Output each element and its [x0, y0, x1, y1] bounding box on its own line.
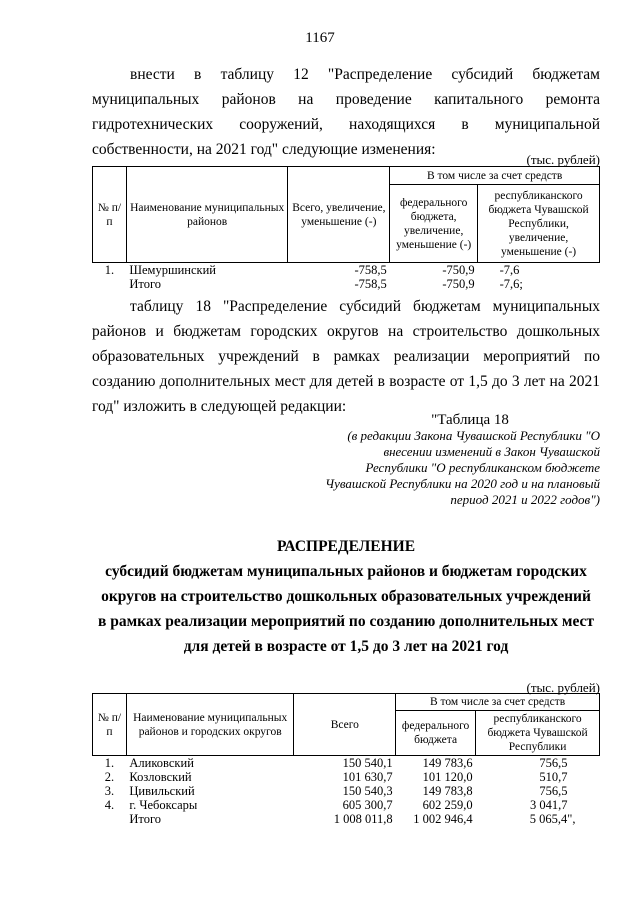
table-row [93, 784, 600, 798]
table-row [93, 277, 600, 291]
table2-cell-republic: 5 065,4", [529, 812, 576, 826]
table1-cell-name: Итого [129, 277, 162, 291]
table2-cell-federal: 602 259,0 [422, 798, 473, 812]
table-row [93, 263, 600, 278]
distribution-title: РАСПРЕДЕЛЕНИЕ [276, 538, 416, 555]
page-number: 1167 [305, 30, 335, 46]
table2-cell-num: 4. [104, 798, 115, 812]
table2 [92, 693, 600, 826]
table2-cell-num: 2. [104, 770, 115, 784]
table2-cell-name: Аликовский [129, 756, 194, 770]
table2-cell-total: 150 540,3 [342, 784, 393, 798]
table1-cell-total: -758,5 [354, 277, 387, 291]
table1-cell-federal: -750,9 [442, 263, 475, 277]
table1-cell-republic: -7,6; [499, 277, 523, 291]
distribution-subtitle-line: субсидий бюджетам муниципальных районов и бюджетам городских [105, 563, 587, 580]
table1-header-republic: республиканского бюджета Чувашской Республики, увеличение, уменьшение (-) [478, 185, 600, 263]
distribution-subtitle-line: в рамках реализации мероприятий по созданию дополнительных мест [97, 613, 595, 630]
table1-header-total: Всего, увеличение, уменьшение (-) [288, 167, 390, 263]
table2-cell-total: 150 540,1 [342, 756, 393, 770]
table1-cell-federal: -750,9 [442, 277, 475, 291]
table2-cell-federal: 101 120,0 [422, 770, 473, 784]
distribution-subtitle-line: для детей в возрасте от 1,5 до 3 лет на 2021 год [183, 638, 509, 655]
table1-cell-num: 1. [104, 263, 115, 277]
table1-header-name: Наименование муниципальных районов [126, 167, 288, 263]
table2-header-num: № п/п [93, 694, 127, 756]
second-paragraph: таблицу 18 "Распределение субсидий бюджетам муниципальных районов и бюджетам городских округов на строительство дошкольных образовательных учреждений в рамках реализации мероприятий по созданию дополнительных мест для детей в возрасте от 1,5 до 3 лет на 2021 год" изложить в следующей редакции: [92, 298, 600, 415]
table2-cell-name: г. Чебоксары [129, 798, 198, 812]
table2-cell-name: Цивильский [129, 784, 195, 798]
table2-cell-num: 3. [104, 784, 115, 798]
distribution-subtitle-line: округов на строительство дошкольных образовательных учреждений [101, 588, 591, 605]
table2-cell-name: Итого [129, 812, 162, 826]
table2-header-federal: федерального бюджета [396, 711, 476, 756]
table-row [93, 798, 600, 812]
table2-header-group: В том числе за счет средств [396, 694, 600, 711]
table2-cell-num: 1. [104, 756, 115, 770]
table2-cell-republic: 756,5 [539, 784, 568, 798]
table1-header-group: В том числе за счет средств [390, 167, 600, 185]
table2-cell-name: Козловский [129, 770, 192, 784]
table1-header-federal: федерального бюджета, увеличение, уменьшение (-) [390, 185, 478, 263]
table2-unit: (тыс. рублей) [526, 680, 600, 695]
table-row [93, 812, 600, 826]
table1-cell-num [93, 277, 127, 291]
table1-cell-total: -758,5 [354, 263, 387, 277]
table2-cell-federal: 1 002 946,4 [413, 812, 473, 826]
table-row [93, 770, 600, 784]
table2-cell-republic: 756,5 [539, 756, 568, 770]
table-note: (в редакции Закона Чувашской Республики "О внесении изменений в Закон Чувашской Республики "О республиканском бюджете Чувашской Республики на 2020 год и на плановый период 2021 и 2022 годов") [325, 428, 600, 507]
table-label: "Таблица 18 [431, 412, 509, 428]
table-row [93, 756, 600, 771]
table1-header-num: № п/п [93, 167, 127, 263]
table2-cell-republic: 510,7 [539, 770, 568, 784]
table2-cell-total: 605 300,7 [342, 798, 393, 812]
table2-cell-republic: 3 041,7 [530, 798, 568, 812]
table2-cell-num [93, 812, 127, 826]
table2-cell-total: 1 008 011,8 [333, 812, 393, 826]
table1-cell-republic: -7,6 [499, 263, 520, 277]
table2-header-republic: республиканского бюджета Чувашской Республики [476, 711, 600, 756]
table1-unit: (тыс. рублей) [526, 152, 600, 167]
intro-paragraph: внести в таблицу 12 "Распределение субсидий бюджетам муниципальных районов на проведение капитального ремонта гидротехнических сооружений, находящихся в муниципальной собственности, на 2021 год" следующие изменения: [92, 66, 600, 158]
table2-header-name: Наименование муниципальных районов и городских округов [126, 694, 294, 756]
table1-cell-name: Шемуршинский [129, 263, 216, 277]
table2-cell-total: 101 630,7 [342, 770, 393, 784]
table2-header-total: Всего [294, 694, 396, 756]
table1 [92, 166, 600, 291]
table2-cell-federal: 149 783,8 [422, 784, 473, 798]
table2-cell-federal: 149 783,6 [422, 756, 473, 770]
